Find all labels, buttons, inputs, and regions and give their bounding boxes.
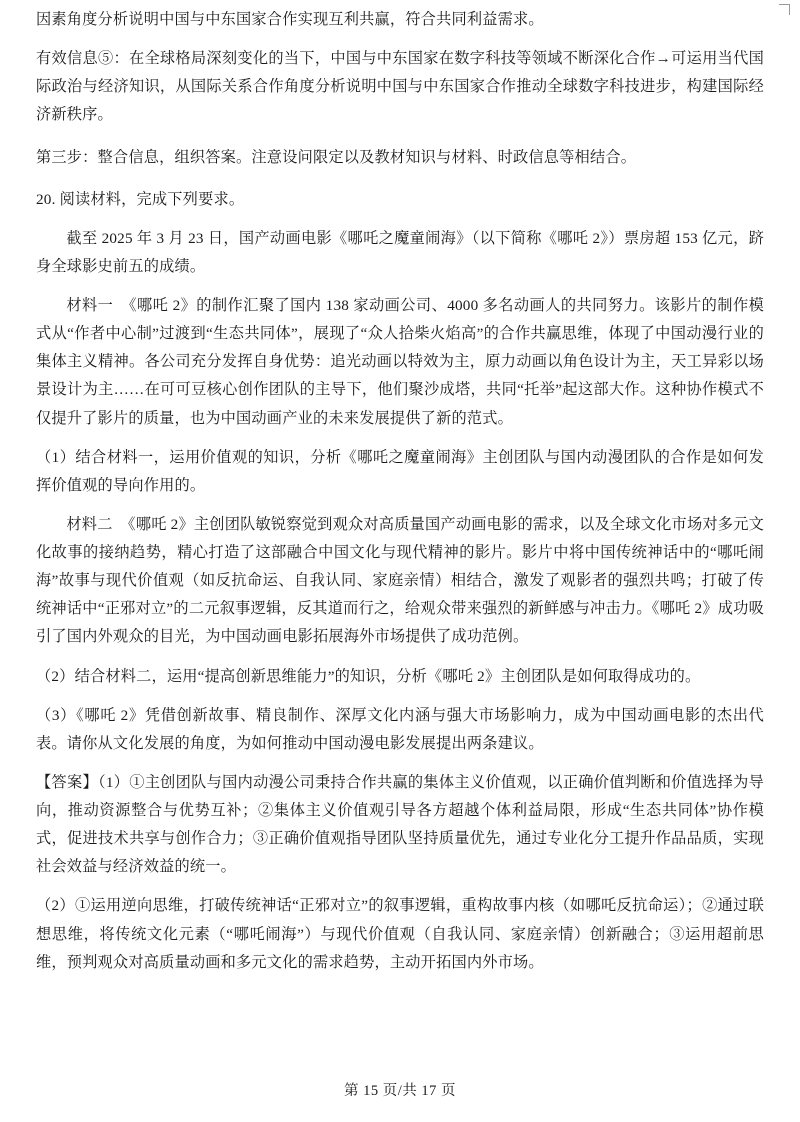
material-one: 材料一 《哪吒 2》的制作汇聚了国内 138 家动画公司、4000 多名动画人的共同努力。该影片的制作模式从“作者中心制”过渡到“生态共同体”，展现了“众人拾柴火焰高”的合作共赢思维，体现了中国动漫行业的集体主义精神。各公司充分发挥自身优势：追光动画以特效为主，原力动画以角色设计为主，天工异彩以场景设计为主……在可可豆核心创作团队的主导下，他们聚沙成塔，共同“托举”起这部大作。这种协作模式不仅提升了影片的质量，也为中国动画产业的未来发展提供了新的范式。 <box>36 297 764 427</box>
paragraph: 截至 2025 年 3 月 23 日，国产动画电影《哪吒之魔童闹海》（以下简称《哪吒 2》）票房超 153 亿元，跻身全球影史前五的成绩。 <box>36 229 764 275</box>
document-body <box>36 6 764 988</box>
paragraph: 有效信息⑤：在全球格局深刻变化的当下，中国与中东国家在数字科技等领域不断深化合作→可运用当代国际政治与经济知识，从国际关系合作角度分析说明中国与中东国家合作推动全球数字科技进步，构建国际经济新秩序。 <box>36 50 764 124</box>
page-corner-mark <box>778 4 790 16</box>
sub-question-3: （3）《哪吒 2》凭借创新故事、精良制作、深厚文化内涵与强大市场影响力，成为中国动画电影的杰出代表。请你从文化发展的角度，为如何推动中国动漫电影发展提出两条建议。 <box>36 706 764 752</box>
answer-part-2: （2）①运用逆向思维，打破传统神话“正邪对立”的叙事逻辑，重构故事内核（如哪吒反抗命运）；②通过联想思维，将传统文化元素（“哪吒闹海”）与现代价值观（自我认同、家庭亲情）创新融合；③运用超前思维，预判观众对高质量动画和多元文化的需求趋势，主动开拓国内外市场。 <box>36 897 764 971</box>
answer-part-1: 【答案】（1）①主创团队与国内动漫公司秉持合作共赢的集体主义价值观，以正确价值判断和价值选择为导向，推动资源整合与优势互补；②集体主义价值观引导各方超越个体利益局限，形成“生态共同体”协作模式，促进技术共享与创作合力；③正确价值观指导团队坚持质量优先，通过专业化分工提升作品品质，实现社会效益与经济效益的统一。 <box>36 773 764 876</box>
sub-question-2: （2）结合材料二，运用“提高创新思维能力”的知识，分析《哪吒 2》主创团队是如何取得成功的。 <box>36 667 701 685</box>
material-two: 材料二 《哪吒 2》主创团队敏锐察觉到观众对高质量国产动画电影的需求，以及全球文化市场对多元文化故事的接纳趋势，精心打造了这部融合中国文化与现代精神的影片。影片中将中国传统神话中的“哪吒闹海”故事与现代价值观（如反抗命运、自我认同、家庭亲情）相结合，激发了观影者的强烈共鸣；打破了传统神话中“正邪对立”的二元叙事逻辑，反其道而行之，给观众带来强烈的新鲜感与冲击力。《哪吒 2》成功吸引了国内外观众的目光，为中国动画电影拓展海外市场提供了成功范例。 <box>36 515 764 646</box>
paragraph: 第三步：整合信息，组织答案。注意设问限定以及教材知识与材料、时政信息等相结合。 <box>36 148 637 166</box>
paragraph: 因素角度分析说明中国与中东国家合作实现互利共赢，符合共同利益需求。 <box>36 11 544 28</box>
question-heading-20: 20. 阅读材料，完成下列要求。 <box>36 190 245 208</box>
sub-question-1: （1）结合材料一，运用价值观的知识，分析《哪吒之魔童闹海》主创团队与国内动漫团队的合作是如何发挥价值观的导向作用的。 <box>36 448 764 494</box>
page-footer: 第 15 页/共 17 页 <box>343 1083 457 1099</box>
